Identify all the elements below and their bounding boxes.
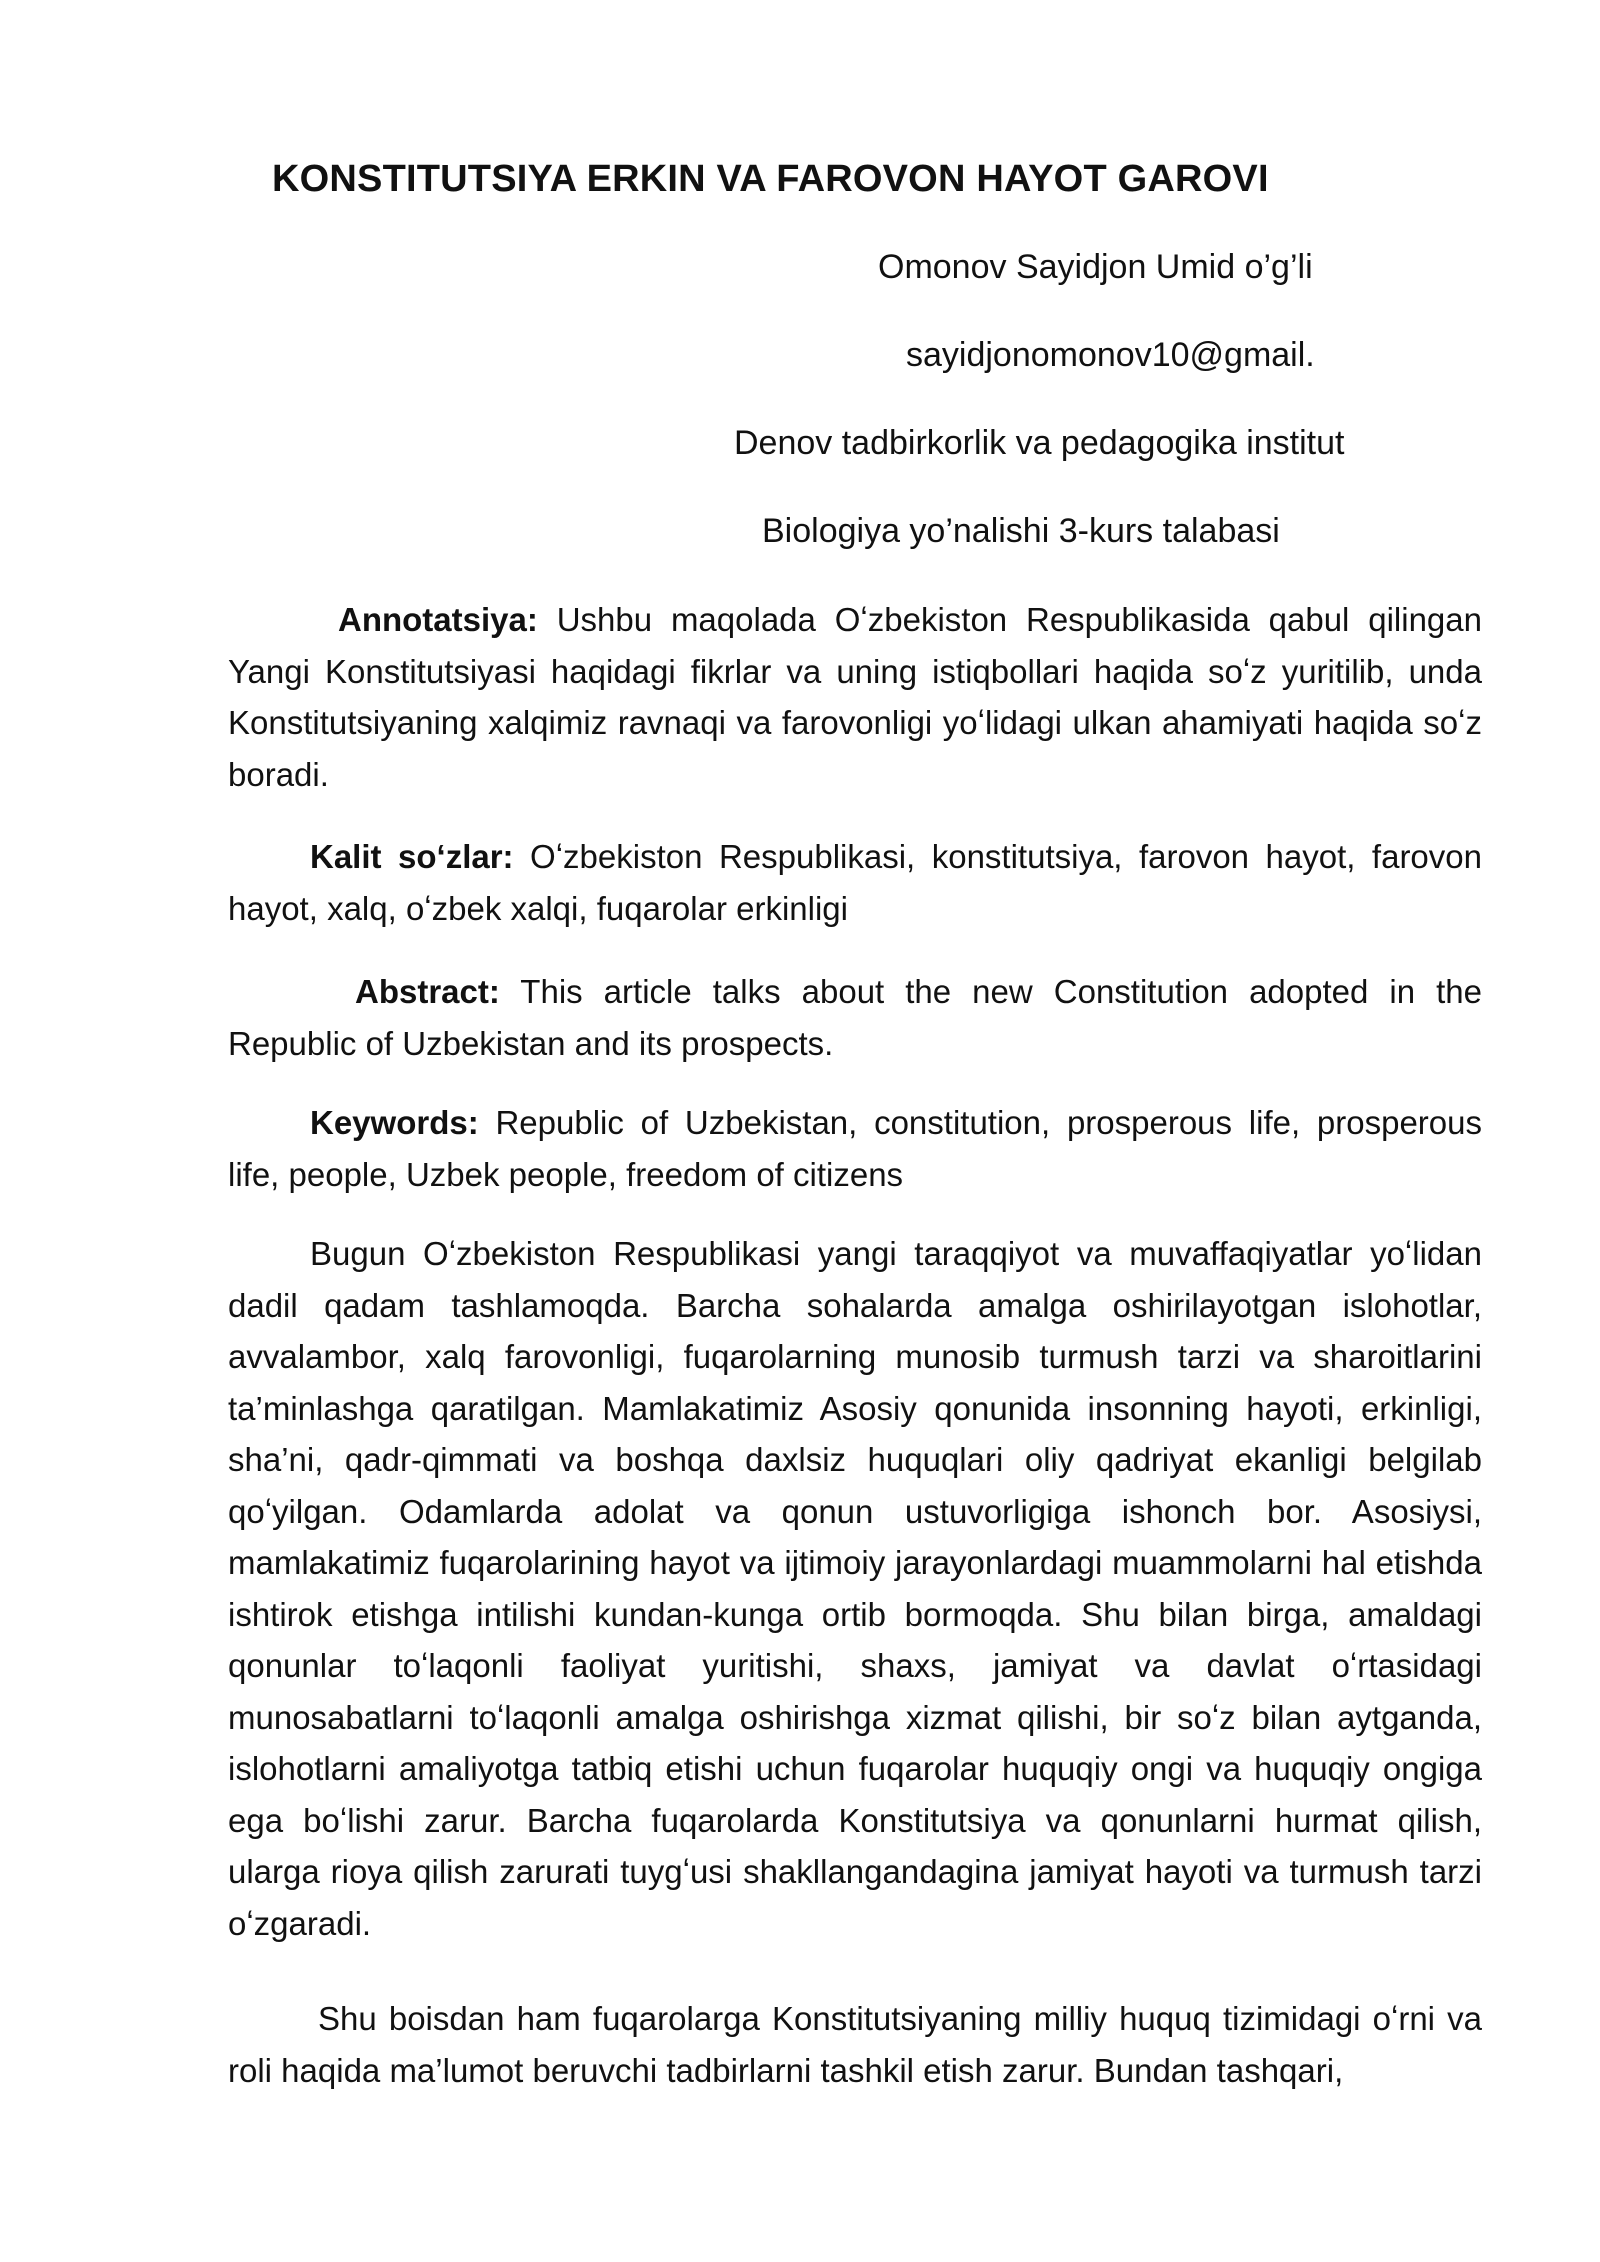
body-paragraph-2: Shu boisdan ham fuqarolarga Konstitutsiyaning milliy huquq tizimidagi oʻrni va roli haqida ma’lumot beruvchi tadbirlarni tashkil etish zarur. Bundan tashqari, xyxy=(228,2000,1482,2089)
annotation-paragraph xyxy=(228,594,1482,800)
author-course: Biologiya yo’nalishi 3-kurs talabasi xyxy=(762,512,1280,550)
uzbek-keywords-text: Oʻzbekiston Respublikasi, konstitutsiya, farovon hayot, farovon hayot, xalq, oʻzbek xalqi, fuqarolar erkinligi xyxy=(228,838,1482,927)
uzbek-keywords-label: Kalit soʻzlar: xyxy=(310,838,514,875)
author-email: sayidjonomonov10@gmail. xyxy=(906,336,1315,374)
abstract-label: Abstract: xyxy=(355,973,500,1010)
uzbek-keywords-paragraph xyxy=(228,831,1482,934)
abstract-paragraph xyxy=(228,966,1482,1069)
article-title: KONSTITUTSIYA ERKIN VA FAROVON HAYOT GAROVI xyxy=(272,158,1269,200)
author-institution: Denov tadbirkorlik va pedagogika institut xyxy=(734,424,1345,462)
annotation-label: Annotatsiya: xyxy=(338,601,538,638)
keywords-label: Keywords: xyxy=(310,1104,479,1141)
body-paragraph-1: Bugun Oʻzbekiston Respublikasi yangi taraqqiyot va muvaffaqiyatlar yoʻlidan dadil qadam tashlamoqda. Barcha sohalarda amalga oshirilayotgan islohotlar, avvalambor, xalq farovonligi, fuqarolarning munosib turmush tarzi va sharoitlarini ta’minlashga qaratilgan. Mamlakatimiz Asosiy qonunida insonning hayoti, erkinligi, sha’ni, qadr-qimmati va boshqa daxlsiz huquqlari oliy qadriyat ekanligi belgilab qoʻyilgan. Odamlarda adolat va qonun ustuvorligiga ishonch bor. Asosiysi, mamlakatimiz fuqarolarining hayot va ijtimoiy jarayonlardagi muammolarni hal etishda ishtirok etishga intilishi kundan-kunga ortib bormoqda. Shu bilan birga, amaldagi qonunlar toʻlaqonli faoliyat yuritishi, shaxs, jamiyat va davlat oʻrtasidagi munosabatlarni toʻlaqonli amalga oshirishga xizmat qilishi, bir soʻz bilan aytganda, islohotlarni amaliyotga tatbiq etishi uchun fuqarolar huquqiy ongi va huquqiy ongiga ega boʻlishi zarur. Barcha fuqarolarda Konstitutsiya va qonunlarni hurmat qilish, ularga rioya qilish zarurati tuygʻusi shakllangandagina jamiyat hayoti va turmush tarzi oʻzgaradi. xyxy=(228,1235,1482,1942)
keywords-text: Republic of Uzbekistan, constitution, prosperous life, prosperous life, people, Uzbek people, freedom of citizens xyxy=(228,1104,1482,1193)
annotation-text: Ushbu maqolada Oʻzbekiston Respublikasida qabul qilingan Yangi Konstitutsiyasi haqidagi fikrlar va uning istiqbollari haqida soʻz yuritilib, unda Konstitutsiyaning xalqimiz ravnaqi va farovonligi yoʻlidagi ulkan ahamiyati haqida soʻz boradi. xyxy=(228,601,1482,793)
author-name: Omonov Sayidjon Umid o’g’li xyxy=(878,248,1313,286)
keywords-paragraph xyxy=(228,1097,1482,1200)
abstract-text: This article talks about the new Constitution adopted in the Republic of Uzbekistan and its prospects. xyxy=(228,973,1482,1062)
